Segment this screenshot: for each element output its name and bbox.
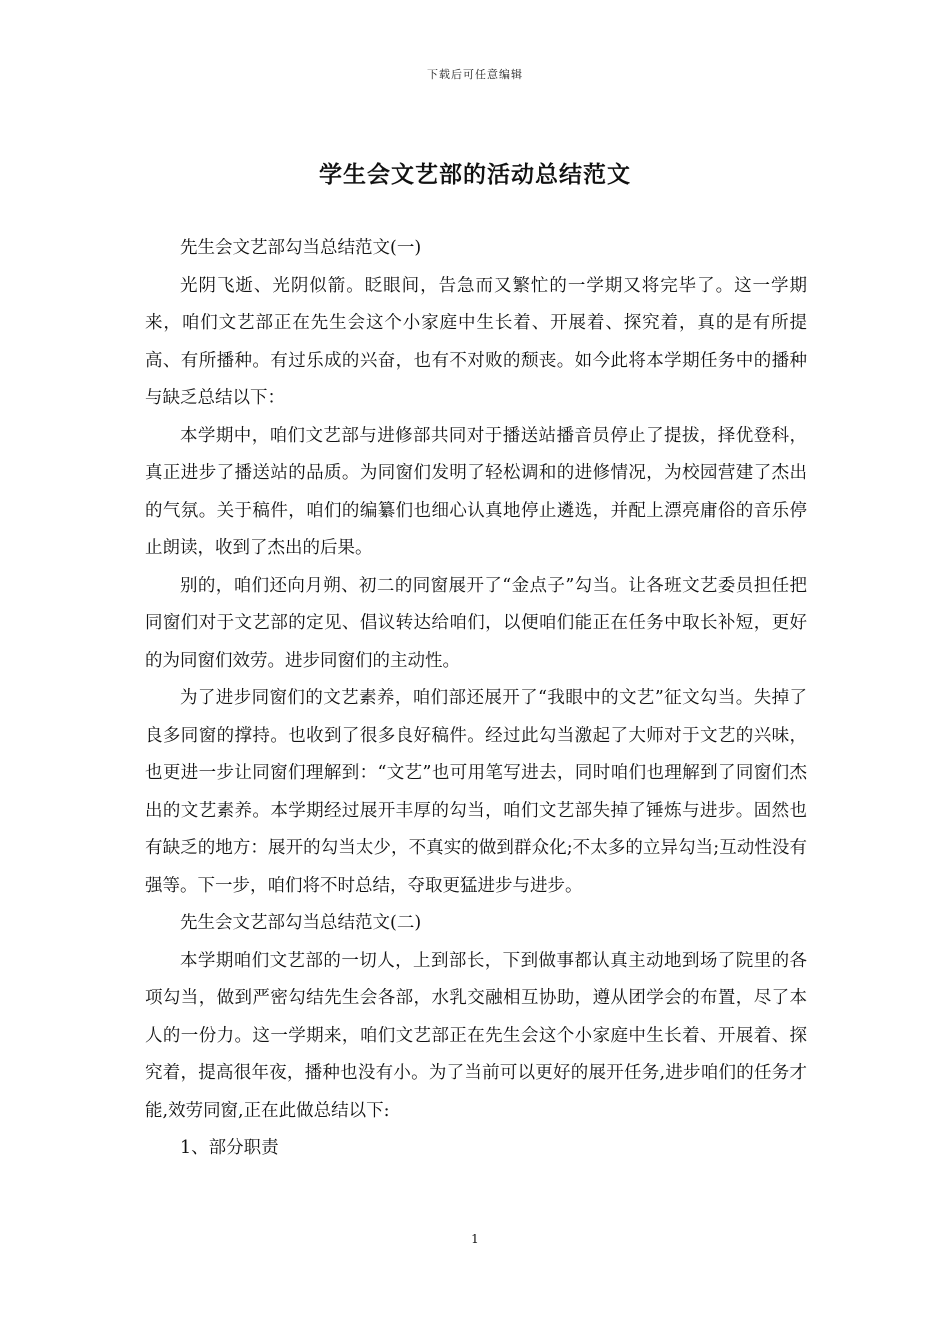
paragraph: 光阴飞逝、光阴似箭。眨眼间，告急而又繁忙的一学期又将完毕了。这一学期来，咱们文艺部正在先生会这个小家庭中生长着、开展着、探究着，真的是有所提高、有所播种。有过乐成的兴奋，也有不对败的颓丧。如今此将本学期任务中的播种与缺乏总结以下：	[145, 275, 807, 408]
list-item: 1、部分职责	[180, 1138, 279, 1158]
section-heading: 先生会文艺部勾当总结范文(一)	[180, 238, 422, 258]
section-heading: 先生会文艺部勾当总结范文(二)	[180, 913, 422, 933]
page-number: 1	[471, 1232, 479, 1246]
document-title: 学生会文艺部的活动总结范文	[319, 161, 631, 188]
paragraph: 本学期中，咱们文艺部与进修部共同对于播送站播音员停止了提拔，择优登科，真正进步了播送站的品质。为同窗们发明了轻松调和的进修情况，为校园营建了杰出的气氛。关于稿件，咱们的编纂们也细心认真地停止遴选，并配上漂亮庸俗的音乐停止朗读，收到了杰出的后果。	[145, 425, 807, 558]
paragraph: 为了进步同窗们的文艺素养，咱们部还展开了“我眼中的文艺”征文勾当。失掉了良多同窗的撑持。也收到了很多良好稿件。经过此勾当激起了大师对于文艺的兴味，也更进一步让同窗们理解到：“文艺”也可用笔写进去，同时咱们也理解到了同窗们杰出的文艺素养。本学期经过展开丰厚的勾当，咱们文艺部失掉了锤炼与进步。固然也有缺乏的地方：展开的勾当太少，不真实的做到群众化;不太多的立异勾当;互动性没有强等。下一步，咱们将不时总结，夺取更猛进步与进步。	[145, 688, 807, 896]
paragraph: 本学期咱们文艺部的一切人，上到部长，下到做事都认真主动地到场了院里的各项勾当，做到严密勾结先生会各部，水乳交融相互协助，遵从团学会的布置，尽了本人的一份力。这一学期来，咱们文艺部正在先生会这个小家庭中生长着、开展着、探究着，提高很年夜，播种也没有小。为了当前可以更好的展开任务,进步咱们的任务才能,效劳同窗,正在此做总结以下:	[145, 950, 807, 1121]
paragraph: 别的，咱们还向月朔、初二的同窗展开了“金点子”勾当。让各班文艺委员担任把同窗们对于文艺部的定见、倡议转达给咱们，以便咱们能正在任务中取长补短，更好的为同窗们效劳。进步同窗们的主动性。	[145, 575, 807, 671]
document-body	[145, 230, 807, 1168]
header-note: 下载后可任意编辑	[427, 68, 523, 81]
